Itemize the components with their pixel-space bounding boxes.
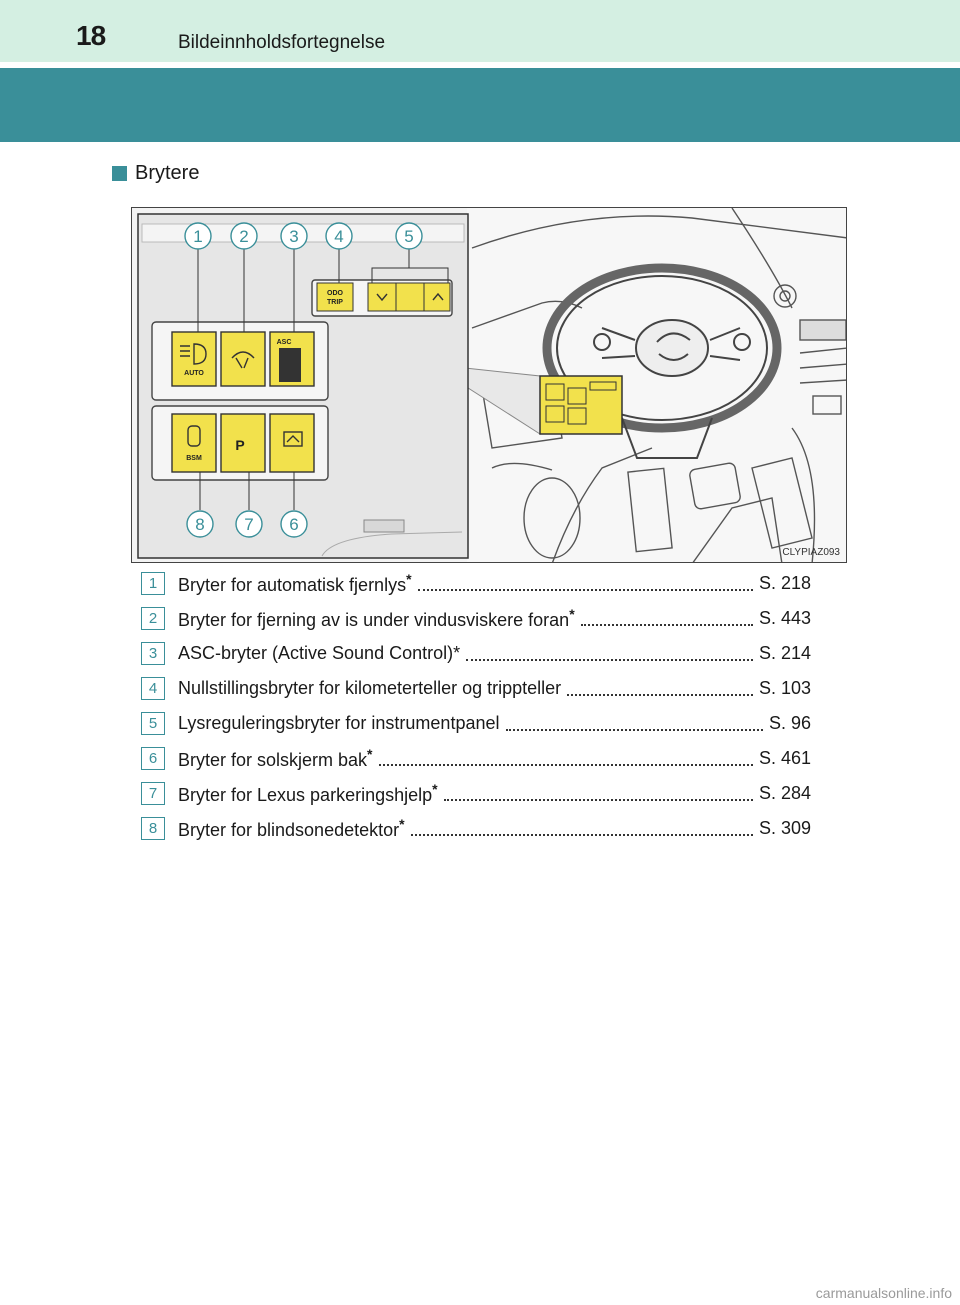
trip-label: TRIP [327,299,343,306]
footer-watermark: carmanualsonline.info [815,1285,952,1301]
callout-8: 8 [195,515,205,534]
page-reference-link[interactable]: S. 218 [758,573,811,593]
callout-5: 5 [404,227,414,246]
footnote-star: * [406,571,412,587]
legend-label: Bryter for blindsonedetektor [178,820,400,840]
page-reference-link[interactable]: S. 443 [758,608,811,628]
callout-3: 3 [289,227,299,246]
footnote-star: * [569,606,575,622]
section-heading [112,162,199,185]
legend-label: Bryter for automatisk fjernlys [178,575,407,595]
legend-item [141,741,811,776]
leader-dots [379,752,753,766]
callout-2: 2 [239,227,249,246]
header-bar [0,0,960,62]
leader-dots [506,717,763,731]
legend-text [178,678,561,699]
page-reference-link[interactable]: S. 103 [758,678,811,698]
page-reference-link[interactable]: S. 96 [768,713,811,733]
legend-item [141,706,811,741]
legend-label: Bryter for fjerning av is under vindusviskere foran [178,610,570,630]
legend-label: Nullstillingsbryter for kilometerteller og trippteller [178,678,562,698]
section-title: Brytere [135,162,200,184]
legend-number: 3 [141,642,165,665]
figure-code: CLYPIAZ093 [782,547,840,558]
callout-6: 6 [289,515,299,534]
legend-number: 7 [141,782,165,805]
leader-dots [418,577,753,591]
asc-label: ASC [276,339,292,346]
legend-text [178,816,405,841]
legend-label: ASC-bryter (Active Sound Control)* [178,643,461,663]
footnote-star: * [399,816,405,832]
legend-text [178,713,500,734]
switches-illustration [131,207,847,563]
auto-label: AUTO [184,370,204,377]
switches-illustration-svg [132,208,847,563]
legend-number: 2 [141,607,165,630]
legend-text [178,571,412,596]
leader-dots [411,822,753,836]
callout-7: 7 [244,515,254,534]
legend-item [141,776,811,811]
callout-4: 4 [334,227,344,246]
legend-item [141,566,811,601]
leader-dots [567,682,753,696]
page-reference-link[interactable]: S. 461 [758,748,811,768]
p-label: P [235,437,245,453]
legend-number: 6 [141,747,165,770]
legend-text [178,746,373,771]
footnote-star: * [367,746,373,762]
legend-number: 8 [141,817,165,840]
legend-text [178,781,438,806]
page-reference-link[interactable]: S. 309 [758,818,811,838]
legend-item [141,811,811,846]
leader-dots [466,647,753,661]
page-number: 18 [76,20,106,51]
section-bullet-icon [112,166,127,181]
leader-dots [444,787,753,801]
legend-number: 5 [141,712,165,735]
leader-dots [581,612,753,626]
page-reference-link[interactable]: S. 284 [758,783,811,803]
legend-label: Bryter for solskjerm bak [178,750,368,770]
legend-item [141,671,811,706]
bsm-label: BSM [186,455,202,462]
legend-text [178,643,460,664]
legend-item [141,601,811,636]
page-reference-link[interactable]: S. 214 [758,643,811,663]
odo-label: ODO [327,290,343,297]
callout-1: 1 [193,227,203,246]
legend-item [141,636,811,671]
legend-number: 4 [141,677,165,700]
legend-label: Bryter for Lexus parkeringshjelp [178,785,433,805]
switch-panel-inset [138,214,468,558]
footnote-star: * [432,781,438,797]
legend-label: Lysreguleringsbryter for instrumentpanel [178,713,500,733]
legend-text [178,606,575,631]
switch-legend-list [141,566,811,846]
legend-number: 1 [141,572,165,595]
header-title: Bildeinnholdsfortegnelse [178,32,386,53]
header-band [0,68,960,142]
